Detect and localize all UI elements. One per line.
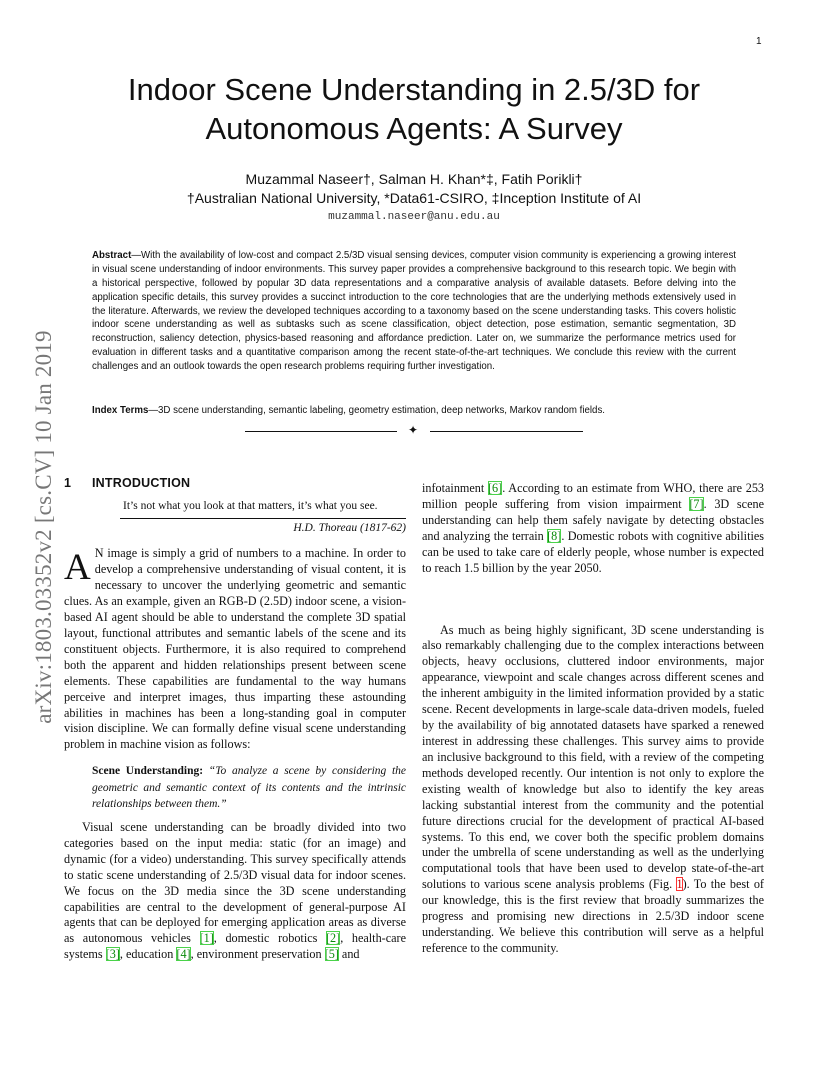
citation-link[interactable]: [4] <box>176 947 191 962</box>
index-terms-text: —3D scene understanding, semantic labeling, geometry estimation, deep networks, Markov random fields. <box>148 405 605 416</box>
citation-link[interactable]: [2] <box>325 931 341 946</box>
citation-link[interactable]: [3] <box>105 947 120 962</box>
intro-paragraph-2 <box>64 820 406 963</box>
scene-definition-label: Scene Understanding: <box>92 765 204 778</box>
epigraph-rule <box>120 518 406 519</box>
paragraph-text: . According to an estimate from WHO, there are 253 million people suffering from vision impairment <box>422 481 765 511</box>
title-line-1: Indoor Scene Understanding in 2.5/3D for <box>127 72 701 107</box>
figure-reference-link[interactable]: 1 <box>676 877 683 892</box>
paper-title <box>80 70 748 148</box>
float-gap <box>422 577 764 623</box>
page-number: 1 <box>756 36 762 47</box>
divider-diamond-icon: ✦ <box>408 423 419 437</box>
intro-paragraph-1 <box>64 546 406 753</box>
drop-cap: A <box>64 547 91 589</box>
epigraph-quote: It’s not what you look at that matters, it’s what you see. <box>123 500 378 512</box>
citation-link[interactable]: [8] <box>547 528 562 543</box>
paragraph-text: infotainment <box>422 481 488 495</box>
epigraph-source: H.D. Thoreau (1817-62) <box>293 522 406 535</box>
abstract <box>92 249 736 374</box>
citation-link[interactable]: [6] <box>487 481 503 495</box>
title-line-2: Autonomous Agents: A Survey <box>205 111 623 147</box>
paragraph-text: As much as being highly significant, 3D scene understanding is also remarkably challenging due to the complex interactions between objects, heavy occlusions, cluttered indoor environments, major appearance, viewpoint and scale changes across different scenes and the inherent ambiguity in the limited information provided by a static scene. Recent developments in large-scale data-driven models, fueled by the availability of big annotated datasets have sparked a renewed interest in addressing these challenges. This survey aims to provide an inclusive background to this field, with a review of the competing methods developed recently. Our intention is not only to explore the existing wealth of knowledge but also to identify the key areas lacking substantial interest from the community and the potential future directions crucial for the development of practical AI-based systems. To this end, we cover both the specific problem domains under the umbrella of scene understanding as well as the underlying computational tools that have been used to develop state-of-the-art solutions to various scene analysis problems (Fig. <box>422 622 764 892</box>
paragraph-text: ). To the best of our knowledge, this is the first review that broadly summarizes the progress and promising new directions in 2.5/3D indoor scene understanding. We believe this contribution will serve as a helpful reference to the community. <box>422 877 764 955</box>
section-heading <box>64 476 406 490</box>
author-list: Muzammal Naseer†, Salman H. Khan*‡, Fatih Porikli† <box>245 171 583 187</box>
scene-definition-text: “To analyze a scene by considering the geometric and semantic context of its contents and the intrinsic relationships between them.” <box>92 765 406 811</box>
paragraph-text: , domestic robotics <box>213 931 326 946</box>
section-number: 1 <box>64 476 72 490</box>
paragraph-text: , education <box>119 947 177 962</box>
paragraph-text: . Domestic robots with cognitive abilities can be used to take care of elderly people, whose number is expected to reach 1.5 billion by the year 2050. <box>422 528 764 575</box>
index-terms-label: Index Terms <box>92 405 149 416</box>
paragraph-text: and <box>338 947 360 962</box>
citation-link[interactable]: [7] <box>689 496 704 511</box>
left-column <box>64 476 406 963</box>
intro-paragraph-3 <box>422 481 764 577</box>
right-column <box>422 481 764 957</box>
abstract-label: Abstract <box>92 250 132 261</box>
contact-email: muzammal.naseer@anu.edu.au <box>328 211 500 223</box>
paragraph-text: Visual scene understanding can be broadly divided into two categories based on the input media: static (for an image) and dynamic (for a video) understanding. This survey specifically attends to static scene understanding of 2.5/3D visual data for indoor scenes. We focus on the 3D media since the 3D scene understanding capabilities are central to the development of general-purpose AI agents that can be deployed for emerging application areas as diverse as autonomous vehicles <box>64 819 406 946</box>
abstract-text: —With the availability of low-cost and compact 2.5/3D visual sensing devices, computer vision community is experiencing a growing interest in visual scene understanding of indoor environments. This survey paper provides a comprehensive background to this research topic. We begin with a historical perspective, followed by popular 3D data representations and a comparative analysis of available datasets. Before delving into the application specific details, this survey provides a succinct introduction to the core technologies that are the underlying methods extensively used in the literature. Afterwards, we review the developed techniques according to a taxonomy based on the scene understanding tasks. This covers holistic indoor scene understanding as well as subtasks such as scene classification, object detection, pose estimation, semantic segmentation, 3D reconstruction, saliency detection, physics-based reasoning and affordance prediction. Later on, we summarize the performance metrics used for evaluation in different tasks and a quantitative comparison among the recent state-of-the-art techniques. We conclude this review with the current challenges and an outlook towards the open research problems requiring further investigation. <box>92 250 736 372</box>
citation-link[interactable]: [5] <box>324 947 339 962</box>
affiliations: †Australian National University, *Data61-CSIRO, ‡Inception Institute of AI <box>186 190 642 206</box>
paragraph-text: . 3D scene understanding can help them safely navigate by detecting obstacles and analyzing the terrain <box>422 496 764 543</box>
scene-understanding-definition <box>92 763 406 813</box>
intro-paragraph-4 <box>422 623 764 957</box>
section-title: INTRODUCTION <box>92 476 191 490</box>
arxiv-identifier: arXiv:1803.03352v2 [cs.CV] 10 Jan 2019 <box>31 330 56 724</box>
divider-left <box>245 431 397 432</box>
paragraph-text: , health-care systems <box>64 931 407 962</box>
intro-paragraph-1-text: N image is simply a grid of numbers to a machine. In order to develop a comprehensive understanding of visual content, it is necessary to uncover the underlying geometric and semantic clues. As an example, given an RGB-D (2.5D) indoor scene, a vision-based AI agent should be able to understand the complete 3D spatial layout, functional attributes and semantic labels of the scene and its constituent objects. Furthermore, it is also required to comprehend both the apparent and hidden relationships present between scene elements. These capabilities are fundamental to the way humans perceive and interpret images, thus imparting these astounding abilities in machines has been a long-standing goal in computer vision discipline. We can formally define visual scene understanding problem in machine vision as follows: <box>64 546 406 752</box>
divider-right <box>430 431 583 432</box>
paragraph-text: , environment preservation <box>190 947 325 962</box>
citation-link[interactable]: [1] <box>199 931 214 946</box>
index-terms <box>92 404 736 418</box>
